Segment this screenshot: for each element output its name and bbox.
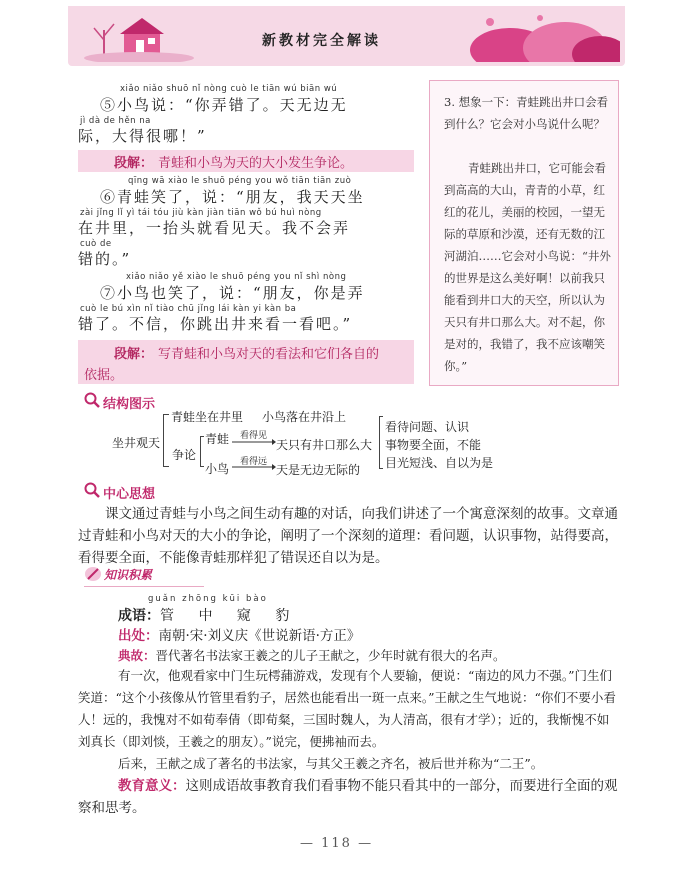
summary-text: 青蛙和小鸟为天的大小发生争论。: [158, 156, 354, 171]
answer-text: 青蛙跳出井口，它可能会看到高高的大山，青青的小草，红红的花儿，美丽的校园，一望无际的草原和沙漠，还有无数的江河湖泊……它会对小鸟说：“井外的世界是这么美好啊！以前我只能看到井口大的天空，所以认为天只有井口那么大。对不起，你是对的，我错了，我不应该嘲笑你。”: [444, 161, 611, 373]
idiom-pinyin: guǎn zhōng kūi bào: [148, 594, 268, 604]
pinyin-line: zài jǐng lǐ yì tái tóu jiù kàn jiàn tiān wǒ bú huì nòng: [80, 208, 322, 218]
idiom-text: 管 中 窥 豹: [160, 608, 300, 624]
magnifier-icon: [84, 392, 100, 408]
paragraph-summary-box: [78, 150, 414, 172]
diagram-arrows-icon: [232, 434, 276, 474]
pinyin-line: qīng wā xiào le shuō péng you wǒ tiān tiān zuò: [128, 176, 352, 186]
section-heading-center: 中心思想: [103, 487, 156, 502]
page-title: 新教材完全解读: [262, 33, 381, 49]
text-line: 错了。不信，你跳出井来看一看吧。”: [78, 315, 353, 333]
think-question-box: [429, 80, 619, 386]
pinyin-line: xiǎo niǎo yě xiào le shuō péng you nǐ shì nòng: [126, 272, 347, 282]
page-number: — 118 —: [300, 836, 374, 851]
center-idea-text: 课文通过青蛙与小鸟之间生动有趣的对话，向我们讲述了一个寓意深刻的故事。文章通过青蛙和小鸟对天的大小的争论，阐明了一个深刻的道理：看问题，认识事物，站得要高，看得要全面，不能像青蛙那样犯了错误还自以为是。: [78, 506, 618, 566]
pinyin-line: xiǎo niǎo shuō nǐ nòng cuò le tiān wú biān wú: [120, 84, 338, 94]
text-line: 际，大得很哪！”: [78, 127, 207, 145]
diagram-bird-result: 天是无边无际的: [276, 463, 361, 477]
source-row: [118, 625, 360, 647]
diagram-bird: 小鸟: [205, 462, 230, 476]
text-line: ⑤小鸟说：“你弄错了。天无边无: [100, 96, 348, 114]
pinyin-line: jì dà de hěn na: [80, 116, 151, 126]
diagram-bird-position: 小鸟落在井沿上: [262, 410, 347, 424]
paragraph-summary-box: [78, 340, 414, 384]
diagram-conclusion: 目光短浅、自以为是: [385, 456, 494, 470]
pinyin-line: cuò le bú xìn nǐ tiào chū jǐng lái kàn yi kàn ba: [80, 304, 297, 314]
pencil-icon: [84, 566, 102, 582]
source-text: 南朝·宋·刘义庆《世说新语·方正》: [158, 628, 361, 644]
diagram-conclusion: 事物要全面，不能: [385, 438, 482, 452]
story-paragraph: 有一次，他观看家中门生玩樗蒱游戏，发现有个人要输，便说：“南边的风力不强。”门生们笑道：“这个小孩像从竹管里看豹子，居然也能看出一斑一点来。”王献之生气地说：“你们不要小看人！远的，我愧对不如荀奉倩（即荀粲，三国时魏人，为人清高，很有才学）；近的，我惭愧不如刘真长（即刘惔，王羲之的朋友）。”说完，便拂袖而去。: [78, 668, 616, 749]
text-line: 错的。”: [78, 250, 132, 268]
diagram-frog-result: 天只有井口那么大: [276, 438, 373, 452]
story-row: [118, 645, 506, 667]
source-label: 出处：: [118, 628, 159, 644]
summary-label: 段解：: [114, 156, 154, 171]
diagram-argument: 争论: [172, 448, 197, 462]
story-label: 典故：: [118, 648, 156, 663]
meaning-text: 这则成语故事教育我们看事物不能只看其中的一部分，而要进行全面的观察和思考。: [78, 778, 618, 816]
hills-decoration-icon: [470, 10, 620, 62]
section-heading-knowledge: 知识积累: [104, 568, 153, 582]
meaning-label: 教育意义：: [118, 778, 186, 794]
summary-text: 依据。: [84, 368, 124, 383]
story-paragraph: 后来，王献之成了著名的书法家，与其父王羲之齐名，被后世并称为“二王”。: [118, 756, 544, 771]
diagram-frog-position: 青蛙坐在井里: [171, 410, 244, 424]
section-heading-structure: 结构图示: [103, 397, 156, 412]
summary-text: 写青蛙和小鸟对天的看法和它们各自的: [158, 347, 380, 362]
magnifier-icon: [84, 482, 100, 498]
diagram-frog: 青蛙: [205, 432, 230, 446]
idiom-label: 成语：: [118, 608, 160, 624]
text-line: ⑦小鸟也笑了，说：“朋友，你是弄: [100, 284, 365, 302]
summary-label: 段解：: [114, 347, 154, 362]
diagram-root: 坐井观天: [112, 436, 161, 450]
diagram-bird-arrow-label: 看得远: [240, 457, 268, 467]
text-line: 在井里，一抬头就看见天。我不会弄: [78, 219, 351, 237]
meaning-paragraph: [78, 775, 618, 819]
text-line: ⑥青蛙笑了，说：“朋友，我天天坐: [100, 188, 365, 206]
house-tree-decoration-icon: [84, 10, 194, 62]
diagram-conclusion: 看待问题、认识: [385, 420, 470, 434]
question-text: 3. 想象一下：青蛙跳出井口会看到什么？它会对小鸟说什么呢？: [444, 95, 609, 131]
pinyin-line: cuò de: [80, 239, 112, 249]
story-text: 晋代著名书法家王羲之的儿子王献之，少年时就有很大的名声。: [155, 648, 506, 663]
diagram-frog-arrow-label: 看得见: [240, 431, 268, 441]
